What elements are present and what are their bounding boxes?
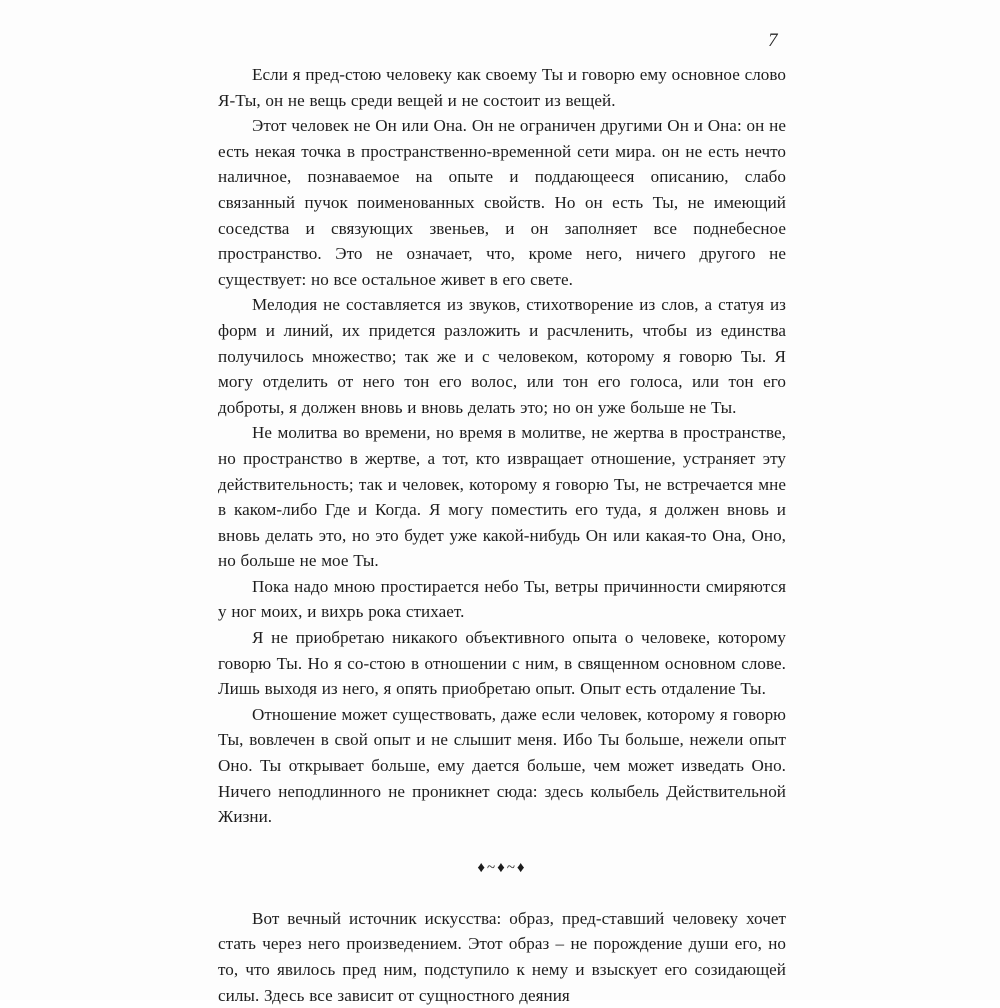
paragraph: Мелодия не составляется из звуков, стихотворение из слов, а статуя из форм и линий, их придется разложить и расчленить, чтобы из единства получилось множество; так же и с человеком, которому я говорю Ты. Я могу отделить от него тон его волос, или тон его голоса, или тон его доброты, я должен вновь и вновь делать это; но он уже больше не Ты.: [218, 295, 786, 417]
paragraph: Отношение может существовать, даже если человек, которому я говорю Ты, вовлечен в свой опыт и не слышит меня. Ибо Ты больше, нежели опыт Оно. Ты открывает больше, ему дается больше, чем может изведать Оно. Ничего неподлинного не проникнет сюда: здесь колыбель Действительной Жизни.: [218, 704, 786, 827]
paragraph: Я не приобретаю никакого объективного опыта о человеке, которому говорю Ты. Но я со-стою в отношении с ним, в священном основном слове. Лишь выходя из него, я опять приобретаю опыт. Опыт есть отдаление Ты.: [218, 628, 786, 699]
paragraph: Если я пред-стою человеку как своему Ты и говорю ему основное слово Я-Ты, он не вещь среди вещей и не состоит из вещей.: [218, 65, 786, 110]
section-ornament: ♦~♦~♦: [477, 859, 527, 876]
paragraph: Этот человек не Он или Она. Он не ограничен другими Он и Она: он не есть некая точка в пространственно-временной сети мира. он не есть нечто наличное, познаваемое на опыте и поддающееся описанию, слабо связанный пучок поименованных свойств. Но он есть Ты, не имеющий соседства и связующих звеньев, и он заполняет все поднебесное пространство. Это не означает, что, кроме него, ничего другого не существует: но все остальное живет в его свете.: [218, 116, 786, 289]
paragraph: Пока надо мною простирается небо Ты, ветры причинности смиряются у ног моих, и вихрь рока стихает.: [218, 576, 786, 622]
paragraph: Не молитва во времени, но время в молитве, не жертва в пространстве, но пространство в жертве, а тот, кто извращает отношение, устраняет эту действительность; так и человек, которому я говорю Ты, не встречается мне в каком-либо Где и Когда. Я могу поместить его туда, я должен вновь и вновь делать это, но это будет уже какой-нибудь Он или какая-то Она, Оно, но больше не мое Ты.: [218, 423, 786, 571]
page-number: 7: [768, 30, 778, 51]
paragraph: Вот вечный источник искусства: образ, пред-ставший человеку хочет стать через него произведением. Этот образ – не порождение души его, но то, что явилось пред ним, подступило к нему и взыскует его созидающей силы. Здесь все зависит от сущностного деяния: [218, 908, 786, 1005]
text-column: [218, 62, 786, 1008]
